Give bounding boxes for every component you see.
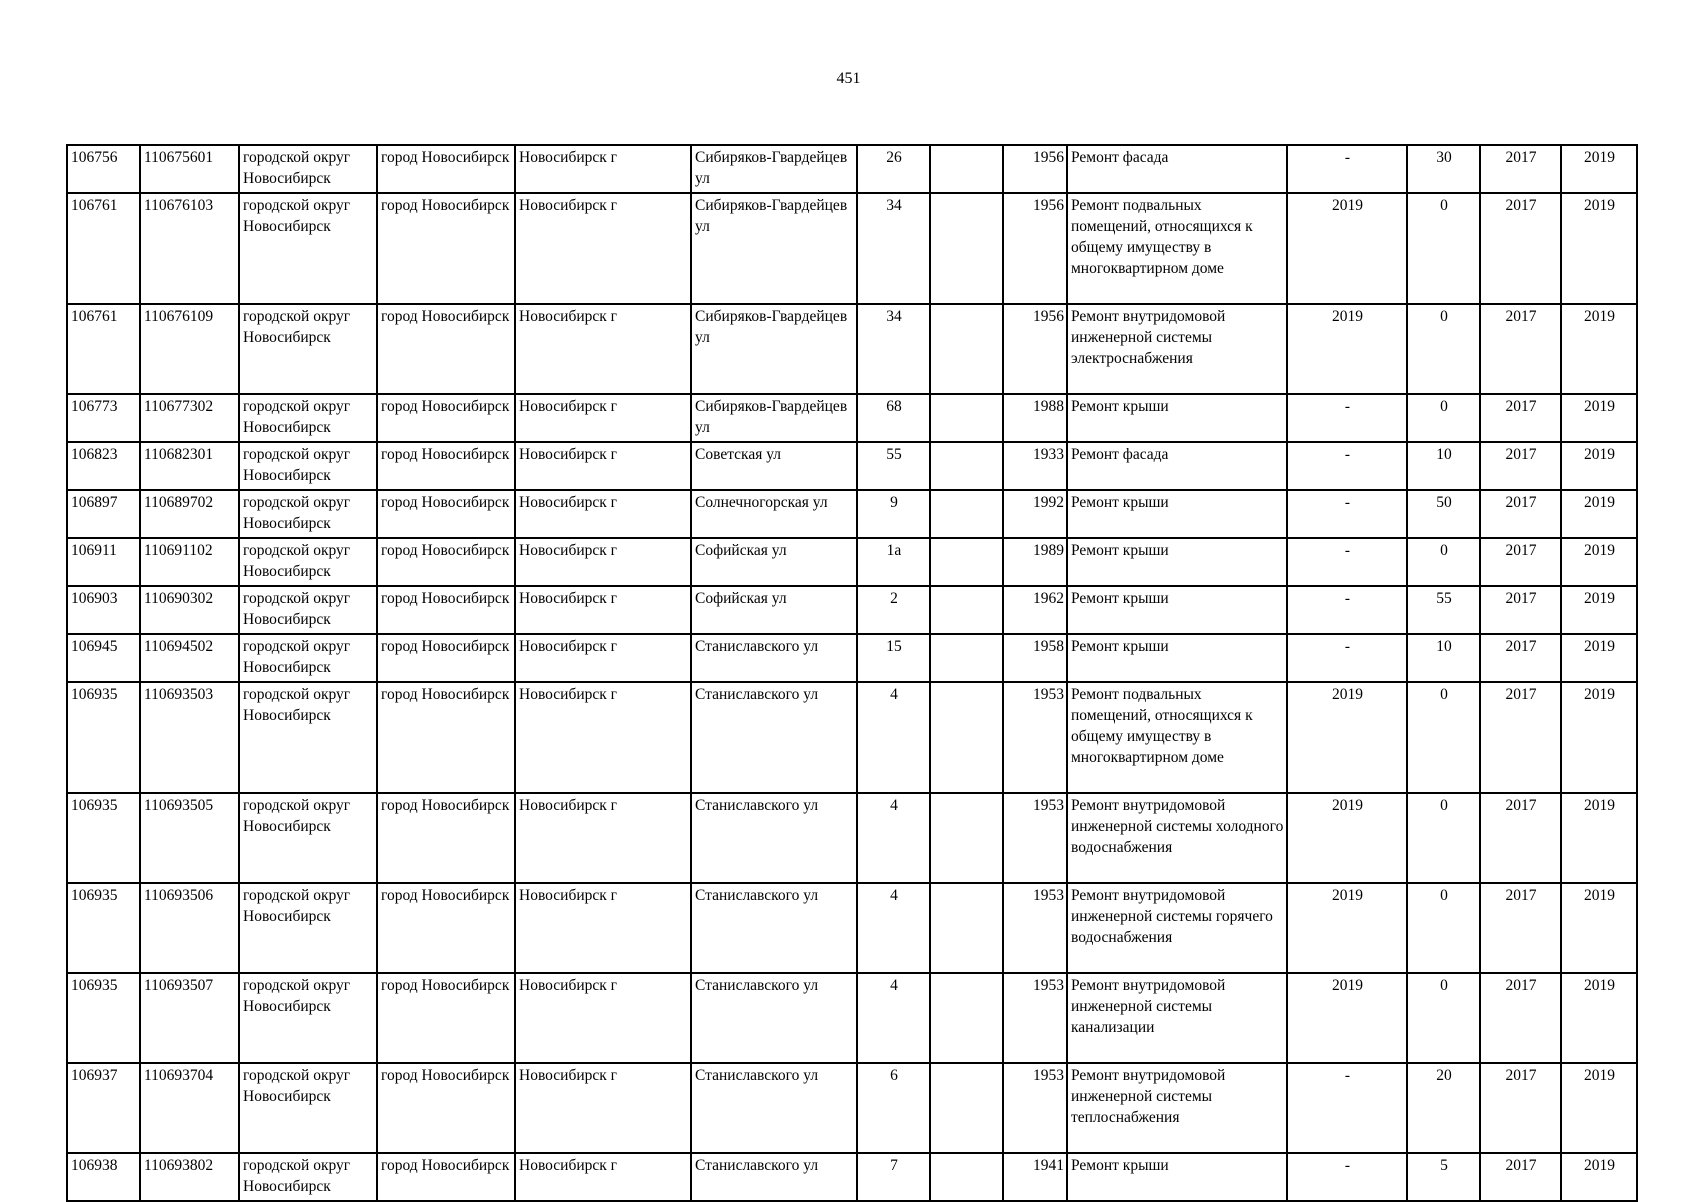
period-start-cell: 2017	[1480, 442, 1561, 490]
planned-year-cell: 2019	[1287, 682, 1407, 793]
construction-year-cell: 1958	[1003, 634, 1067, 682]
table-row	[67, 634, 1637, 682]
work-id-cell: 110693505	[140, 793, 239, 883]
work-type-cell: Ремонт внутридомовой инженерной системы теплоснабжения	[1067, 1063, 1287, 1153]
house-id-cell: 106903	[67, 586, 140, 634]
construction-year-cell: 1953	[1003, 973, 1067, 1063]
building-cell	[930, 145, 1003, 193]
house-id-cell: 106761	[67, 193, 140, 304]
building-cell	[930, 682, 1003, 793]
building-cell	[930, 394, 1003, 442]
house-id-cell: 106935	[67, 883, 140, 973]
locality-cell: Новосибирск г	[515, 193, 691, 304]
settlement-cell: город Новосибирск	[377, 304, 515, 394]
house-number-cell: 1а	[857, 538, 930, 586]
table-row	[67, 145, 1637, 193]
building-cell	[930, 304, 1003, 394]
work-type-cell: Ремонт подвальных помещений, относящихся к общему имуществу в многоквартирном доме	[1067, 682, 1287, 793]
house-id-cell: 106773	[67, 394, 140, 442]
house-id-cell: 106911	[67, 538, 140, 586]
street-cell: Советская ул	[691, 442, 857, 490]
house-id-cell: 106945	[67, 634, 140, 682]
street-cell: Солнечногорская ул	[691, 490, 857, 538]
locality-cell: Новосибирск г	[515, 586, 691, 634]
planned-year-cell: -	[1287, 394, 1407, 442]
work-type-cell: Ремонт крыши	[1067, 586, 1287, 634]
work-type-cell: Ремонт крыши	[1067, 490, 1287, 538]
planned-year-cell: -	[1287, 1063, 1407, 1153]
settlement-cell: город Новосибирск	[377, 634, 515, 682]
municipal-district-cell: городской округ Новосибирск	[239, 1063, 377, 1153]
municipal-district-cell: городской округ Новосибирск	[239, 586, 377, 634]
settlement-cell: город Новосибирск	[377, 442, 515, 490]
municipal-district-cell: городской округ Новосибирск	[239, 538, 377, 586]
house-number-cell: 4	[857, 883, 930, 973]
municipal-district-cell: городской округ Новосибирск	[239, 490, 377, 538]
table-row	[67, 394, 1637, 442]
house-id-cell: 106935	[67, 793, 140, 883]
house-number-cell: 6	[857, 1063, 930, 1153]
construction-year-cell: 1956	[1003, 145, 1067, 193]
street-cell: Станиславского ул	[691, 682, 857, 793]
locality-cell: Новосибирск г	[515, 634, 691, 682]
building-cell	[930, 1063, 1003, 1153]
period-start-cell: 2017	[1480, 1063, 1561, 1153]
period-end-cell: 2019	[1561, 304, 1637, 394]
street-cell: Станиславского ул	[691, 634, 857, 682]
construction-year-cell: 1953	[1003, 682, 1067, 793]
planned-year-cell: -	[1287, 442, 1407, 490]
house-number-cell: 68	[857, 394, 930, 442]
period-end-cell: 2019	[1561, 586, 1637, 634]
street-cell: Софийская ул	[691, 538, 857, 586]
planned-year-cell: 2019	[1287, 883, 1407, 973]
work-id-cell: 110676103	[140, 193, 239, 304]
settlement-cell: город Новосибирск	[377, 682, 515, 793]
street-cell: Сибиряков-Гвардейцев ул	[691, 145, 857, 193]
municipal-district-cell: городской округ Новосибирск	[239, 442, 377, 490]
work-type-cell: Ремонт подвальных помещений, относящихся к общему имуществу в многоквартирном доме	[1067, 193, 1287, 304]
house-id-cell: 106935	[67, 682, 140, 793]
value-cell: 10	[1407, 442, 1480, 490]
period-end-cell: 2019	[1561, 394, 1637, 442]
capital-repair-table	[66, 144, 1638, 1202]
work-type-cell: Ремонт крыши	[1067, 1153, 1287, 1201]
municipal-district-cell: городской округ Новосибирск	[239, 193, 377, 304]
house-number-cell: 15	[857, 634, 930, 682]
period-end-cell: 2019	[1561, 793, 1637, 883]
period-end-cell: 2019	[1561, 1153, 1637, 1201]
value-cell: 0	[1407, 193, 1480, 304]
locality-cell: Новосибирск г	[515, 793, 691, 883]
period-start-cell: 2017	[1480, 682, 1561, 793]
settlement-cell: город Новосибирск	[377, 193, 515, 304]
period-start-cell: 2017	[1480, 1153, 1561, 1201]
construction-year-cell: 1962	[1003, 586, 1067, 634]
value-cell: 0	[1407, 682, 1480, 793]
period-start-cell: 2017	[1480, 145, 1561, 193]
period-end-cell: 2019	[1561, 634, 1637, 682]
work-type-cell: Ремонт крыши	[1067, 394, 1287, 442]
building-cell	[930, 973, 1003, 1063]
settlement-cell: город Новосибирск	[377, 793, 515, 883]
work-id-cell: 110677302	[140, 394, 239, 442]
settlement-cell: город Новосибирск	[377, 394, 515, 442]
settlement-cell: город Новосибирск	[377, 1153, 515, 1201]
construction-year-cell: 1956	[1003, 304, 1067, 394]
construction-year-cell: 1953	[1003, 793, 1067, 883]
settlement-cell: город Новосибирск	[377, 586, 515, 634]
table-row	[67, 193, 1637, 304]
period-start-cell: 2017	[1480, 883, 1561, 973]
construction-year-cell: 1989	[1003, 538, 1067, 586]
house-id-cell: 106935	[67, 973, 140, 1063]
work-id-cell: 110691102	[140, 538, 239, 586]
value-cell: 20	[1407, 1063, 1480, 1153]
value-cell: 0	[1407, 973, 1480, 1063]
period-start-cell: 2017	[1480, 304, 1561, 394]
value-cell: 50	[1407, 490, 1480, 538]
construction-year-cell: 1988	[1003, 394, 1067, 442]
house-number-cell: 7	[857, 1153, 930, 1201]
street-cell: Станиславского ул	[691, 1063, 857, 1153]
building-cell	[930, 586, 1003, 634]
value-cell: 30	[1407, 145, 1480, 193]
table-row	[67, 1153, 1637, 1201]
work-id-cell: 110693704	[140, 1063, 239, 1153]
period-start-cell: 2017	[1480, 634, 1561, 682]
street-cell: Сибиряков-Гвардейцев ул	[691, 394, 857, 442]
period-end-cell: 2019	[1561, 1063, 1637, 1153]
house-number-cell: 4	[857, 793, 930, 883]
period-end-cell: 2019	[1561, 145, 1637, 193]
street-cell: Станиславского ул	[691, 883, 857, 973]
table-row	[67, 442, 1637, 490]
table-row	[67, 586, 1637, 634]
locality-cell: Новосибирск г	[515, 304, 691, 394]
house-id-cell: 106761	[67, 304, 140, 394]
settlement-cell: город Новосибирск	[377, 538, 515, 586]
locality-cell: Новосибирск г	[515, 145, 691, 193]
work-id-cell: 110690302	[140, 586, 239, 634]
period-end-cell: 2019	[1561, 193, 1637, 304]
construction-year-cell: 1953	[1003, 1063, 1067, 1153]
work-type-cell: Ремонт фасада	[1067, 145, 1287, 193]
municipal-district-cell: городской округ Новосибирск	[239, 682, 377, 793]
planned-year-cell: -	[1287, 145, 1407, 193]
work-type-cell: Ремонт крыши	[1067, 634, 1287, 682]
work-id-cell: 110693506	[140, 883, 239, 973]
period-end-cell: 2019	[1561, 442, 1637, 490]
house-id-cell: 106938	[67, 1153, 140, 1201]
period-end-cell: 2019	[1561, 883, 1637, 973]
period-start-cell: 2017	[1480, 538, 1561, 586]
page-number: 451	[836, 70, 861, 87]
house-id-cell: 106897	[67, 490, 140, 538]
house-number-cell: 26	[857, 145, 930, 193]
street-cell: Станиславского ул	[691, 1153, 857, 1201]
municipal-district-cell: городской округ Новосибирск	[239, 394, 377, 442]
house-number-cell: 55	[857, 442, 930, 490]
period-end-cell: 2019	[1561, 682, 1637, 793]
value-cell: 55	[1407, 586, 1480, 634]
table-row	[67, 304, 1637, 394]
table-row	[67, 1063, 1637, 1153]
house-number-cell: 9	[857, 490, 930, 538]
building-cell	[930, 538, 1003, 586]
table-row	[67, 883, 1637, 973]
period-start-cell: 2017	[1480, 394, 1561, 442]
building-cell	[930, 193, 1003, 304]
planned-year-cell: -	[1287, 538, 1407, 586]
house-id-cell: 106823	[67, 442, 140, 490]
municipal-district-cell: городской округ Новосибирск	[239, 304, 377, 394]
work-id-cell: 110693507	[140, 973, 239, 1063]
work-type-cell: Ремонт крыши	[1067, 538, 1287, 586]
construction-year-cell: 1956	[1003, 193, 1067, 304]
house-number-cell: 4	[857, 682, 930, 793]
table-row	[67, 682, 1637, 793]
planned-year-cell: -	[1287, 586, 1407, 634]
work-id-cell: 110693802	[140, 1153, 239, 1201]
table-row	[67, 490, 1637, 538]
house-id-cell: 106937	[67, 1063, 140, 1153]
locality-cell: Новосибирск г	[515, 442, 691, 490]
settlement-cell: город Новосибирск	[377, 490, 515, 538]
building-cell	[930, 634, 1003, 682]
settlement-cell: город Новосибирск	[377, 1063, 515, 1153]
period-start-cell: 2017	[1480, 586, 1561, 634]
municipal-district-cell: городской округ Новосибирск	[239, 1153, 377, 1201]
house-number-cell: 34	[857, 304, 930, 394]
period-start-cell: 2017	[1480, 193, 1561, 304]
construction-year-cell: 1953	[1003, 883, 1067, 973]
settlement-cell: город Новосибирск	[377, 883, 515, 973]
value-cell: 0	[1407, 304, 1480, 394]
building-cell	[930, 883, 1003, 973]
period-end-cell: 2019	[1561, 973, 1637, 1063]
value-cell: 0	[1407, 793, 1480, 883]
municipal-district-cell: городской округ Новосибирск	[239, 793, 377, 883]
work-id-cell: 110689702	[140, 490, 239, 538]
work-type-cell: Ремонт внутридомовой инженерной системы горячего водоснабжения	[1067, 883, 1287, 973]
work-id-cell: 110676109	[140, 304, 239, 394]
locality-cell: Новосибирск г	[515, 883, 691, 973]
building-cell	[930, 490, 1003, 538]
construction-year-cell: 1941	[1003, 1153, 1067, 1201]
planned-year-cell: 2019	[1287, 973, 1407, 1063]
house-number-cell: 34	[857, 193, 930, 304]
table-row	[67, 538, 1637, 586]
street-cell: Сибиряков-Гвардейцев ул	[691, 193, 857, 304]
planned-year-cell: -	[1287, 634, 1407, 682]
work-type-cell: Ремонт внутридомовой инженерной системы канализации	[1067, 973, 1287, 1063]
period-start-cell: 2017	[1480, 793, 1561, 883]
building-cell	[930, 793, 1003, 883]
table-row	[67, 973, 1637, 1063]
period-end-cell: 2019	[1561, 490, 1637, 538]
municipal-district-cell: городской округ Новосибирск	[239, 634, 377, 682]
work-type-cell: Ремонт фасада	[1067, 442, 1287, 490]
work-type-cell: Ремонт внутридомовой инженерной системы холодного водоснабжения	[1067, 793, 1287, 883]
street-cell: Станиславского ул	[691, 973, 857, 1063]
planned-year-cell: -	[1287, 490, 1407, 538]
house-number-cell: 2	[857, 586, 930, 634]
planned-year-cell: 2019	[1287, 304, 1407, 394]
building-cell	[930, 1153, 1003, 1201]
work-id-cell: 110682301	[140, 442, 239, 490]
locality-cell: Новосибирск г	[515, 973, 691, 1063]
work-type-cell: Ремонт внутридомовой инженерной системы электроснабжения	[1067, 304, 1287, 394]
period-start-cell: 2017	[1480, 490, 1561, 538]
street-cell: Сибиряков-Гвардейцев ул	[691, 304, 857, 394]
settlement-cell: город Новосибирск	[377, 973, 515, 1063]
street-cell: Станиславского ул	[691, 793, 857, 883]
value-cell: 0	[1407, 538, 1480, 586]
house-id-cell: 106756	[67, 145, 140, 193]
work-id-cell: 110675601	[140, 145, 239, 193]
locality-cell: Новосибирск г	[515, 538, 691, 586]
work-id-cell: 110694502	[140, 634, 239, 682]
locality-cell: Новосибирск г	[515, 490, 691, 538]
locality-cell: Новосибирск г	[515, 394, 691, 442]
work-id-cell: 110693503	[140, 682, 239, 793]
value-cell: 10	[1407, 634, 1480, 682]
construction-year-cell: 1992	[1003, 490, 1067, 538]
value-cell: 0	[1407, 394, 1480, 442]
planned-year-cell: -	[1287, 1153, 1407, 1201]
municipal-district-cell: городской округ Новосибирск	[239, 973, 377, 1063]
house-number-cell: 4	[857, 973, 930, 1063]
building-cell	[930, 442, 1003, 490]
municipal-district-cell: городской округ Новосибирск	[239, 883, 377, 973]
street-cell: Софийская ул	[691, 586, 857, 634]
table-row	[67, 793, 1637, 883]
table-body	[67, 145, 1637, 1201]
locality-cell: Новосибирск г	[515, 682, 691, 793]
period-end-cell: 2019	[1561, 538, 1637, 586]
locality-cell: Новосибирск г	[515, 1063, 691, 1153]
settlement-cell: город Новосибирск	[377, 145, 515, 193]
period-start-cell: 2017	[1480, 973, 1561, 1063]
locality-cell: Новосибирск г	[515, 1153, 691, 1201]
planned-year-cell: 2019	[1287, 793, 1407, 883]
construction-year-cell: 1933	[1003, 442, 1067, 490]
planned-year-cell: 2019	[1287, 193, 1407, 304]
value-cell: 5	[1407, 1153, 1480, 1201]
municipal-district-cell: городской округ Новосибирск	[239, 145, 377, 193]
value-cell: 0	[1407, 883, 1480, 973]
